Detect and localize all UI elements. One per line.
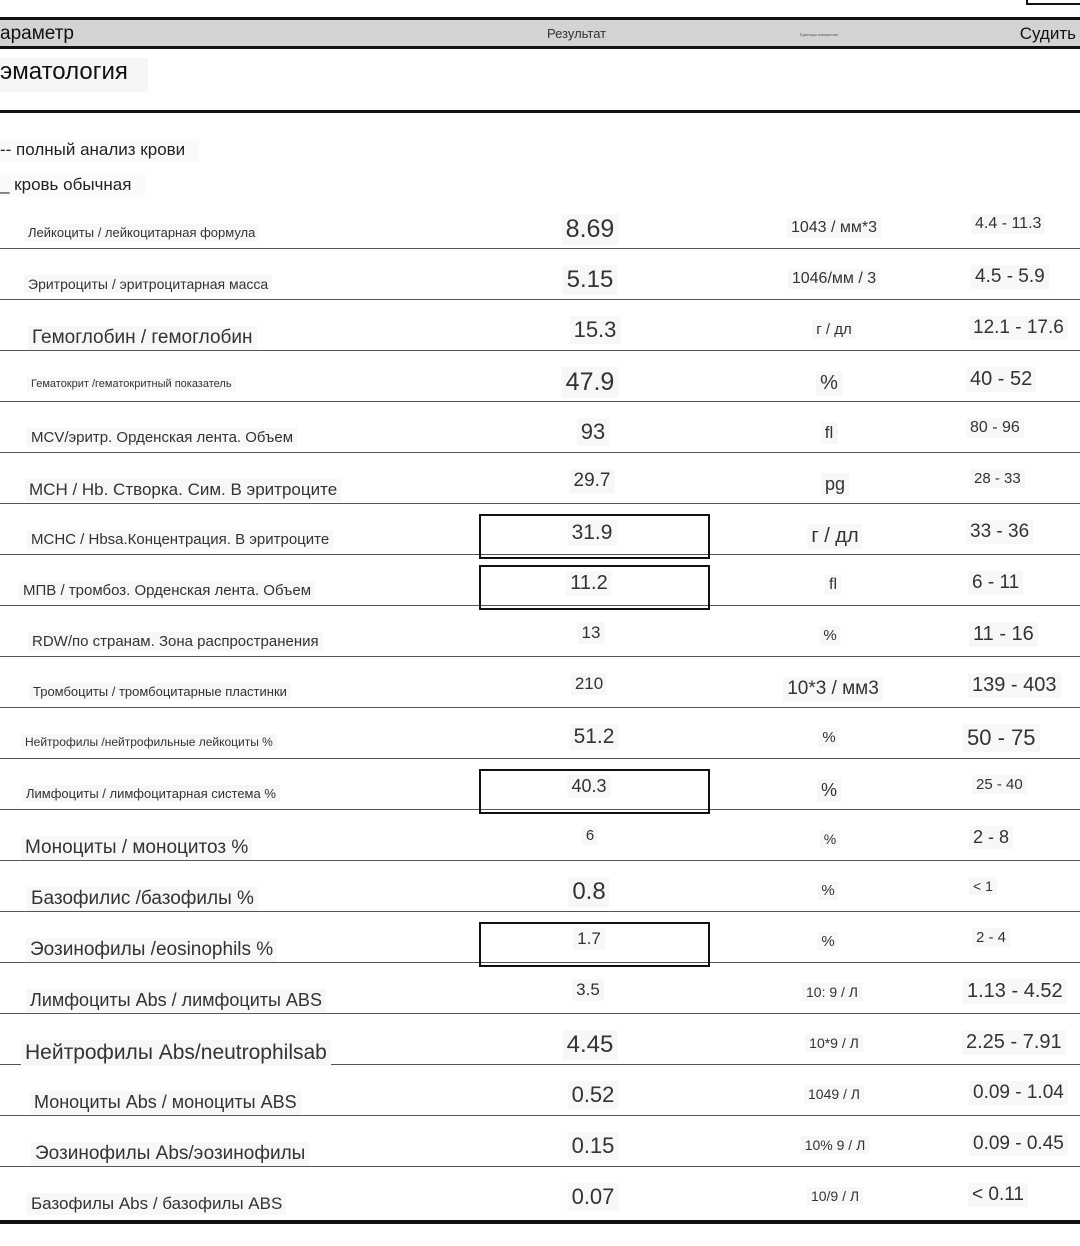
subsection-blood-routine: _ кровь обычная: [0, 175, 145, 197]
parameter-name: Моноциты / моноцитоз %: [21, 836, 252, 860]
parameter-name: Базофилис /базофилы %: [27, 887, 258, 911]
reference-range: 80 - 96: [966, 418, 1024, 438]
unit: %: [820, 830, 840, 848]
unit: г / дл: [807, 524, 862, 549]
reference-range: < 1: [969, 877, 997, 895]
unit: fl: [825, 575, 841, 595]
section-title: эматология: [0, 58, 148, 92]
reference-range: 139 - 403: [968, 673, 1061, 698]
reference-range: 2.25 - 7.91: [962, 1030, 1066, 1055]
parameter-name: МПВ / тромбоз. Орденская лента. Объем: [19, 581, 315, 600]
unit: fl: [821, 422, 838, 444]
parameter-name: Эритроциты / эритроцитарная масса: [24, 275, 272, 293]
results-table: [0, 198, 1080, 1217]
unit: %: [817, 881, 838, 900]
header-result: Результат: [547, 26, 607, 41]
parameter-name: RDW/по странам. Зона распространения: [28, 632, 323, 651]
result-value: 11.2: [566, 571, 611, 596]
unit: pg: [821, 473, 849, 496]
unit: %: [817, 932, 838, 951]
reference-range: 11 - 16: [969, 622, 1038, 647]
unit: 1046/мм / 3: [788, 269, 880, 289]
table-row: [0, 249, 1080, 300]
reference-range: 1.13 - 4.52: [963, 979, 1067, 1004]
table-row: [0, 657, 1080, 708]
table-row: [0, 198, 1080, 249]
section-rule: [0, 110, 1080, 113]
result-value: 0.15: [568, 1132, 619, 1160]
table-row: [0, 606, 1080, 657]
reference-range: 4.4 - 11.3: [971, 214, 1045, 234]
unit: 10*9 / Л: [805, 1034, 863, 1052]
result-value: 40.3: [567, 775, 610, 798]
table-row: [0, 963, 1080, 1014]
table-row: [0, 810, 1080, 861]
table-row: [0, 861, 1080, 912]
result-value: 0.52: [568, 1081, 619, 1109]
reference-range: < 0.11: [968, 1183, 1028, 1207]
parameter-name: Эозинофилы /eosinophils %: [26, 938, 277, 962]
table-row: [0, 504, 1080, 555]
header-parameter: араметр: [0, 23, 74, 44]
result-value: 210: [571, 673, 607, 695]
parameter-name: Моноциты Abs / моноциты ABS: [30, 1091, 301, 1114]
result-value: 0.07: [568, 1183, 619, 1211]
unit: г / дл: [812, 320, 855, 339]
result-value: 4.45: [563, 1030, 618, 1060]
parameter-name: Базофилы Abs / базофилы ABS: [27, 1193, 286, 1215]
reference-range: 33 - 36: [966, 520, 1033, 544]
table-row: [0, 402, 1080, 453]
parameter-name: Нейтрофилы /нейтрофильные лейкоциты %: [21, 734, 277, 750]
table-row: [0, 453, 1080, 504]
unit: %: [818, 728, 839, 747]
reference-range: 0.09 - 0.45: [969, 1132, 1068, 1156]
table-row: [0, 555, 1080, 606]
result-value: 47.9: [562, 367, 619, 398]
result-value: 5.15: [563, 265, 618, 295]
parameter-name: Эозинофилы Abs/эозинофилы: [31, 1142, 309, 1166]
parameter-name: Гематокрит /гематокритный показатель: [27, 377, 236, 391]
parameter-name: Лейкоциты / лейкоцитарная формула: [24, 224, 259, 241]
parameter-name: Нейтрофилы Abs/neutrophilsab: [21, 1040, 331, 1066]
parameter-name: Лимфоциты / лимфоцитарная система %: [22, 785, 280, 802]
result-value: 0.8: [568, 877, 609, 907]
reference-range: 28 - 33: [970, 469, 1025, 488]
header-judge: Судить: [1019, 24, 1076, 43]
result-value: 8.69: [562, 214, 619, 245]
result-value: 51.2: [570, 724, 619, 750]
unit: 10/9 / Л: [807, 1187, 863, 1205]
unit: 10% 9 / Л: [801, 1136, 870, 1154]
parameter-name: Гемоглобин / гемоглобин: [28, 326, 257, 350]
parameter-name: MCV/эритр. Орденская лента. Объем: [27, 428, 297, 447]
table-header: [0, 20, 1080, 49]
unit: 10: 9 / Л: [802, 983, 862, 1001]
result-value: 6: [582, 826, 598, 845]
corner-frame: [1026, 0, 1080, 5]
table-row: [0, 708, 1080, 759]
table-row: [0, 300, 1080, 351]
reference-range: 50 - 75: [963, 724, 1040, 752]
result-value: 29.7: [570, 469, 615, 493]
parameter-name: Тромбоциты / тромбоцитарные пластинки: [29, 683, 291, 700]
reference-range: 4.5 - 5.9: [971, 265, 1049, 289]
result-value: 93: [577, 418, 609, 446]
reference-range: 2 - 8: [969, 826, 1013, 849]
table-row: [0, 1065, 1080, 1116]
reference-range: 25 - 40: [972, 775, 1027, 794]
subsection-full-blood-count: -- полный анализ крови: [0, 140, 199, 162]
reference-range: 6 - 11: [968, 571, 1023, 595]
table-row: [0, 759, 1080, 810]
result-value: 1.7: [573, 928, 605, 950]
reference-range: 0.09 - 1.04: [969, 1081, 1068, 1105]
parameter-name: MCHC / Hbsa.Концентрация. В эритроците: [27, 530, 333, 549]
result-value: 13: [578, 622, 605, 644]
unit: %: [819, 626, 840, 645]
unit: 10*3 / мм3: [783, 677, 883, 701]
unit: %: [817, 779, 841, 802]
reference-range: 12.1 - 17.6: [969, 316, 1068, 340]
reference-range: 2 - 4: [972, 928, 1010, 947]
unit: %: [816, 371, 842, 396]
table-row: [0, 1116, 1080, 1167]
parameter-name: Лимфоциты Abs / лимфоциты ABS: [26, 989, 326, 1012]
header-units: Единицы измерения: [800, 32, 839, 37]
table-row: [0, 1014, 1080, 1065]
reference-range: 40 - 52: [966, 367, 1036, 392]
table-row: [0, 1167, 1080, 1217]
table-row: [0, 912, 1080, 963]
result-value: 3.5: [572, 979, 604, 1001]
unit: 1043 / мм*3: [787, 218, 881, 238]
parameter-name: MCH / Hb. Створка. Сим. В эритроците: [25, 479, 341, 501]
result-value: 15.3: [570, 316, 621, 344]
unit: 1049 / Л: [804, 1085, 864, 1103]
result-value: 31.9: [568, 520, 617, 546]
bottom-rule: [0, 1220, 1080, 1224]
table-row: [0, 351, 1080, 402]
